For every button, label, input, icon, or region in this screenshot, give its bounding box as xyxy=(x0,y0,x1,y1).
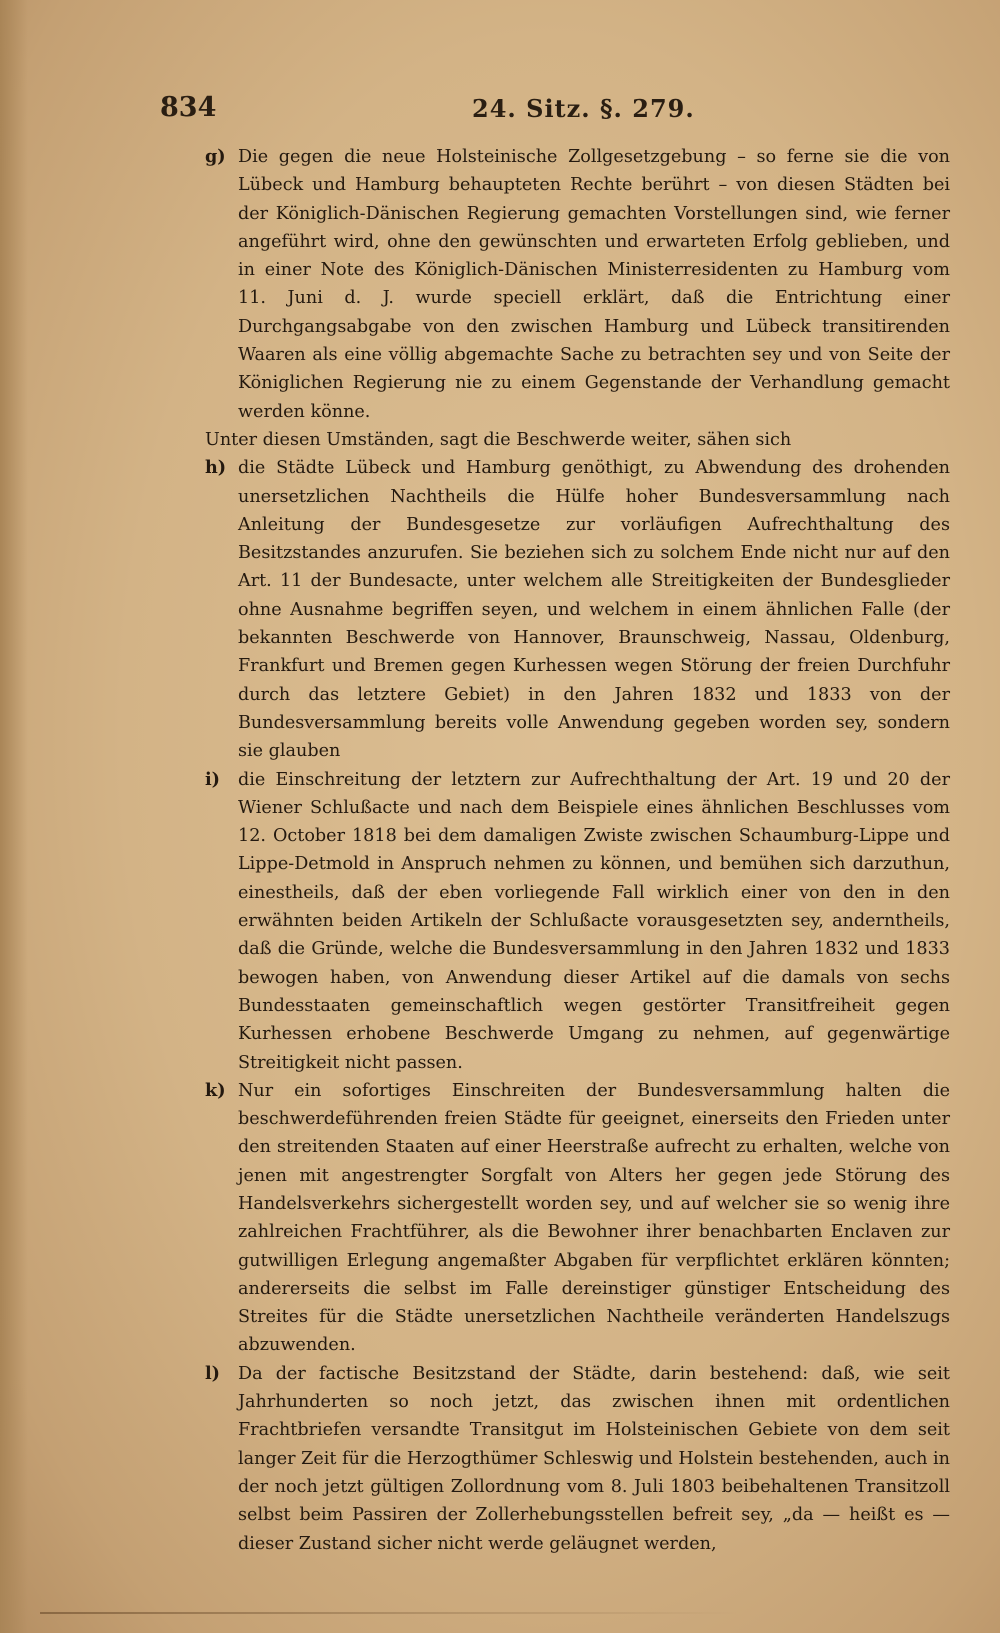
intro-paragraph: Unter diesen Umständen, sagt die Beschwerde weiter, sähen sich xyxy=(205,429,792,450)
item-marker: l) xyxy=(205,1362,221,1384)
running-head: 24. Sitz. §. 279. xyxy=(472,94,695,123)
item-marker: g) xyxy=(205,146,226,167)
item-marker: k) xyxy=(205,1079,226,1101)
item-marker: i) xyxy=(205,768,221,790)
list-item-k xyxy=(205,1077,950,1360)
item-text: Da der factische Besitzstand der Städte, darin bestehend: daß, wie seit Jahrhunderten so noch jetzt, das zwischen ihnen mit ordentlichen Frachtbriefen versandte Transitgut im Holsteinischen Gebiete von dem seit langer Zeit für die Herzogthümer Schleswig und Holstein bestehenden, auch in der noch jetzt gültigen Zollordnung vom 8. Juli 1803 beibehaltenen Transitzoll selbst beim Passiren der Zollerhebungsstellen befreit sey, „da — heißt es — dieser Zustand sicher nicht werde geläugnet werden, xyxy=(238,1363,950,1554)
body-text xyxy=(205,143,950,1558)
item-text: die Einschreitung der letztern zur Aufrechthaltung der Art. 19 und 20 der Wiener Schlußacte und nach dem Beispiele eines ähnlichen Beschlusses vom 12. October 1818 bei dem damaligen Zwiste zwischen Schaumburg-Lippe und Lippe-Detmold in Anspruch nehmen zu können, und bemühen sich darzuthun, einestheils, daß der eben vorliegende Fall wirklich einer von den in den erwähnten beiden Artikeln der Schlußacte vorausgesetzten sey, anderntheils, daß die Gründe, welche die Bundesversammlung in den Jahren 1832 und 1833 bewogen haben, von Anwendung dieser Artikel auf die damals von sechs Bundesstaaten gemeinschaftlich wegen gestörter Transitfreiheit gegen Kurhessen erhobene Beschwerde Umgang zu nehmen, auf gegenwärtige Streitigkeit nicht passen. xyxy=(238,769,950,1073)
list-item-l xyxy=(205,1360,950,1558)
list-item-i xyxy=(205,766,950,1077)
list-item-h xyxy=(205,454,950,765)
binding-shadow xyxy=(0,0,28,1633)
item-text: Die gegen die neue Holsteinische Zollgesetzgebung – so ferne sie die von Lübeck und Hamburg behaupteten Rechte berührt – von diesen Städten bei der Königlich-Dänischen Regierung gemachten Vorstellungen sind, wie ferner angeführt wird, ohne den gewünschten und erwarteten Erfolg geblieben, und in einer Note des Königlich-Dänischen Ministerresidenten zu Hamburg vom 11. Juni d. J. wurde speciell erklärt, daß die Entrichtung einer Durchgangsabgabe von den zwischen Hamburg und Lübeck transitirenden Waaren als eine völlig abgemachte Sache zu betrachten sey und von Seite der Königlichen Regierung nie zu einem Gegenstande der Verhandlung gemacht werden könne. xyxy=(238,147,950,422)
page-header xyxy=(160,92,940,132)
item-text: Nur ein sofortiges Einschreiten der Bundesversammlung halten die beschwerdeführenden freien Städte für geeignet, einerseits den Frieden unter den streitenden Staaten auf einer Heerstraße aufrecht zu erhalten, welche von jenen mit angestrengter Sorgfalt von Alters her gegen jede Störung des Handelsverkehrs sichergestellt worden sey, und auf welcher sie so wenig ihre zahlreichen Frachtführer, als die Bewohner ihrer benachbarten Enclaven zur gutwilligen Erlegung angemaßter Abgaben für verpflichtet erklären könnten; andererseits die selbst im Falle dereinstiger günstiger Entscheidung des Streites für die Städte unersetzlichen Nachtheile veränderten Handelszugs abzuwenden. xyxy=(238,1080,950,1356)
page-number: 834 xyxy=(160,92,217,123)
item-text: die Städte Lübeck und Hamburg genöthigt, zu Abwendung des drohenden unersetzlichen Nachtheils die Hülfe hoher Bundesversammlung nach Anleitung der Bundesgesetze zur vorläufigen Aufrechthaltung des Besitzstandes anzurufen. Sie beziehen sich zu solchem Ende nicht nur auf den Art. 11 der Bundesacte, unter welchem alle Streitigkeiten der Bundesglieder ohne Ausnahme begriffen seyen, und welchem in einem ähnlichen Falle (der bekannten Beschwerde von Hannover, Braunschweig, Nassau, Oldenburg, Frankfurt und Bremen gegen Kurhessen wegen Störung der freien Durchfuhr durch das letztere Gebiet) in den Jahren 1832 und 1833 von der Bundesversammlung bereits volle Anwendung gegeben worden sey, sondern sie glauben xyxy=(238,458,950,762)
page-edge-mark xyxy=(40,1612,740,1614)
item-marker: h) xyxy=(205,457,227,479)
list-item-g xyxy=(205,143,950,426)
